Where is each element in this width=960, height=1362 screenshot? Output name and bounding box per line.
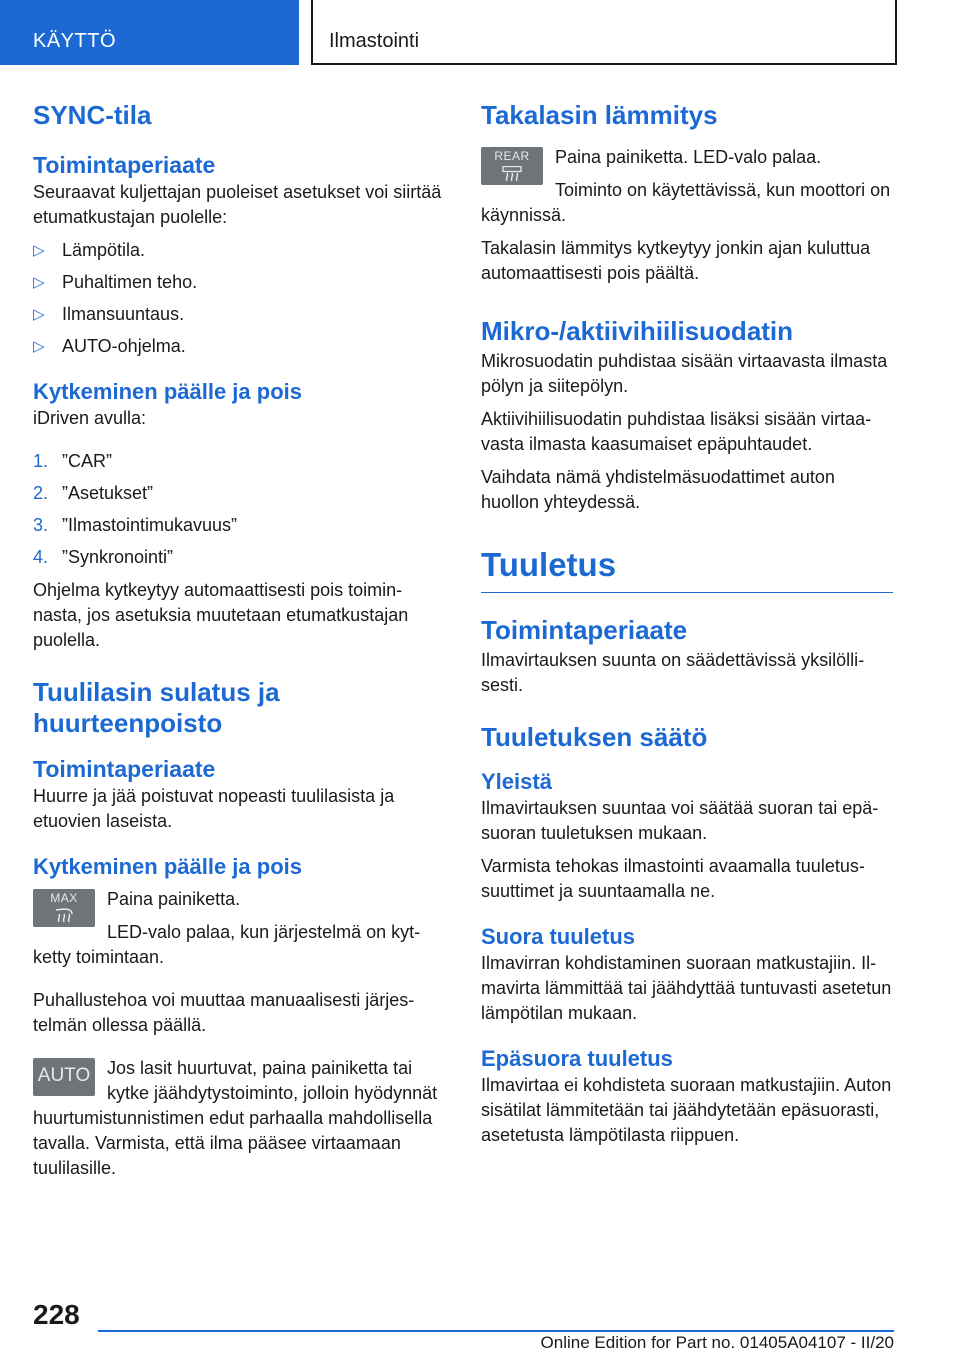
rear-defrost-block [481,145,893,228]
max-defrost-button-icon: MAX [33,889,95,927]
sync-step-list [33,449,445,570]
rear-window-defrost-button-icon: REAR [481,147,543,185]
general-text-1: Ilmavirtauksen suuntaa voi säätää suoran tai epäsuoran tuuletuksen mukaan. [481,798,879,843]
sync-after-text: Ohjelma kytkeytyy automaattisesti pois toiminnasta, jos asetuksia muutetaan etumatkustajan puolella. [33,580,409,650]
list-item: ▷ Ilmansuuntaus. [33,302,445,327]
defrost-fan-text: Puhallustehoa voi muuttaa manuaalisesti järjestelmän ollessa päällä. [33,990,415,1035]
defrost-auto-text: Jos lasit huurtuvat, paina painiketta tai kytke jäähdytystoiminto, jolloin hyödynnät huurtumistunnistimen edut parhaalla mahdollisella tavalla. Varmista, että ilma pääsee virtaamaan tuulilasille. [33,1058,438,1178]
defrost-principle-text: Huurre ja jää poistuvat nopeasti tuulilasista ja etuovien laseista. [33,786,395,831]
direct-vent-title: Suora tuuletus [481,924,636,949]
general-title: Yleistä [481,769,552,794]
defrost-switch-title: Kytkeminen päälle ja pois [33,854,302,879]
sync-title: SYNC-tila [33,100,152,130]
filter-title: Mikro-/aktiivihiilisuodatin [481,316,794,346]
sync-principle-title: Toimintaperiaate [33,152,216,178]
list-item: ▷ Lämpötila. [33,238,445,263]
defrost-led-text: LED-valo palaa, kun järjestelmä on kytketty toimintaan. [33,922,421,967]
sync-switch-title: Kytkeminen päälle ja pois [33,379,302,404]
list-item: 1. ”CAR” [33,451,112,471]
auto-button-icon: AUTO [33,1058,95,1096]
list-item: 2. ”Asetukset” [33,483,154,503]
filter-text-1: Mikrosuodatin puhdistaa sisään virtaavasta ilmasta pölyn ja siitepölyn. [481,351,888,396]
general-text-2: Varmista tehokas ilmastointi avaamalla tuuletussuuttimet ja suuntaamalla ne. [481,856,865,901]
page-number: 228 [33,1299,80,1330]
vent-principle-title: Toimintaperiaate [481,615,688,645]
vent-title: Tuuletus [481,545,893,593]
sync-switch-text: iDriven avulla: [33,408,147,428]
triangle-bullet-icon: ▷ [33,274,45,291]
list-item: 4. ”Synkronointi” [33,547,174,567]
vent-principle-text: Ilmavirtauksen suunta on säädettävissä yksilöllisesti. [481,650,865,695]
direct-vent-text: Ilmavirran kohdistaminen suoraan matkustajiin. Ilmavirta lämmittää tai jäähdyttää tuntuvasti asetetun lämpötilan mukaan. [481,953,892,1023]
chapter-tab [311,0,897,65]
indirect-vent-text: Ilmavirtaa ei kohdisteta suoraan matkustajiin. Auton sisätilat lämmitetään tai jäähdytetään epäsuorasti, asetetusta lämpötilasta riippuen. [481,1075,892,1145]
defrost-principle-title: Toimintaperiaate [33,756,216,782]
defrost-waves-icon [502,166,522,182]
max-defrost-block [33,887,445,978]
triangle-bullet-icon: ▷ [33,338,45,355]
footer-divider [98,1330,894,1332]
defrost-title: Tuulilasin sulatus ja huurteenpoisto [33,677,280,738]
sync-principle-text: Seuraavat kuljettajan puoleiset asetukset voi siirtää etumatkustajan puolelle: [33,182,442,227]
rear-title: Takalasin lämmitys [481,100,718,130]
filter-text-3: Vaihdata nämä yhdistelmäsuodattimet auton huollon yhteydessä. [481,467,835,512]
rear-auto-off-text: Takalasin lämmitys kytkeytyy jonkin ajan kuluttua automaattisesti pois päältä. [481,238,871,283]
edition-text: Online Edition for Part no. 01405A04107 - II/20 [540,1333,894,1352]
vent-adjust-title: Tuuletuksen säätö [481,722,708,752]
triangle-bullet-icon: ▷ [33,242,45,259]
filter-text-2: Aktiivihiilisuodatin puhdistaa lisäksi sisään virtaavasta ilmasta kaasumaiset epäpuhtaudet. [481,409,872,454]
triangle-bullet-icon: ▷ [33,306,45,323]
defrost-waves-icon [54,908,74,924]
list-item: ▷ Puhaltimen teho. [33,270,445,295]
right-column [481,100,893,1156]
list-item: ▷ AUTO-ohjelma. [33,334,445,359]
left-column [33,100,445,1189]
auto-block [33,1056,445,1181]
indirect-vent-title: Epäsuora tuuletus [481,1046,673,1071]
section-tab [0,0,299,65]
section-label: KÄYTTÖ [33,30,117,52]
defrost-press-text: Paina painiketta. [107,889,241,909]
chapter-label: Ilmastointi [329,30,420,52]
list-item: 3. ”Ilmastointimukavuus” [33,515,238,535]
rear-press-text: Paina painiketta. LED-valo palaa. [555,147,822,167]
sync-bullet-list [33,238,445,359]
rear-possible-text: Toiminto on käytettävissä, kun moottori on käynnissä. [481,180,891,225]
